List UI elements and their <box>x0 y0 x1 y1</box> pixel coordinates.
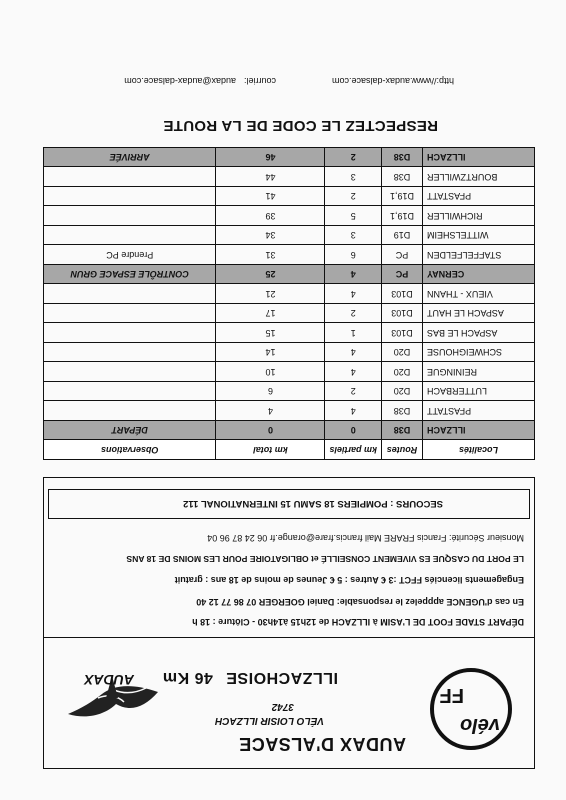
cell-observation <box>44 284 216 304</box>
cell-km-partiel: 0 <box>325 421 382 441</box>
table-row <box>44 265 535 285</box>
cell-km-total: 0 <box>216 421 325 441</box>
table-body <box>44 148 535 441</box>
cell-observation <box>44 343 216 363</box>
cell-observation <box>44 382 216 402</box>
cell-observation: DÉPART <box>44 421 216 441</box>
col-km-partiels: km partiels <box>325 440 382 460</box>
cell-route: D38 <box>382 167 423 187</box>
table-row <box>44 362 535 382</box>
cell-localite: SCHWEIGHOUSE <box>423 343 535 363</box>
cell-localite: PFASTATT <box>423 187 535 207</box>
cell-observation <box>44 401 216 421</box>
cell-localite: WITTELSHEIM <box>423 226 535 246</box>
cell-localite: CERNAY <box>423 265 535 285</box>
cell-localite: LUTTERBACH <box>423 382 535 402</box>
route-distance: 46 Km <box>162 669 213 686</box>
table-row <box>44 187 535 207</box>
cell-observation <box>44 226 216 246</box>
secours-info: SECOURS : POMPIERS 18 SAMU 15 INTERNATIONAL 112 <box>183 498 443 509</box>
col-km-total: km total <box>216 440 325 460</box>
cell-km-partiel: 2 <box>325 382 382 402</box>
cell-localite: STAFFELFELDEN <box>423 245 535 265</box>
casque-info: LE PORT DU CASQUE ES VIVEMENT CONSEILLÉ et OBLIGATOIRE POUR LES MOINS DE 18 ANS <box>126 554 524 564</box>
cell-km-partiel: 4 <box>325 401 382 421</box>
audax-logo-text: AUDAX <box>84 672 134 688</box>
cell-observation <box>44 362 216 382</box>
cell-localite: REININGUE <box>423 362 535 382</box>
cell-km-partiel: 2 <box>325 187 382 207</box>
cell-km-partiel: 3 <box>325 167 382 187</box>
header-box <box>43 637 535 769</box>
club-number: 3742 <box>271 701 294 712</box>
table-row <box>44 148 535 168</box>
cell-localite: PFASTATT <box>423 401 535 421</box>
respect-code-route: RESPECTEZ LE CODE DE LA ROUTE <box>163 117 438 134</box>
cell-km-partiel: 1 <box>325 323 382 343</box>
cell-route: D20 <box>382 382 423 402</box>
cell-route: D19,1 <box>382 187 423 207</box>
ffvelo-logo <box>430 668 512 750</box>
cell-localite: ILLZACH <box>423 148 535 168</box>
cell-km-total: 4 <box>216 401 325 421</box>
col-observations: Observations <box>44 440 216 460</box>
cell-km-total: 17 <box>216 304 325 324</box>
cell-localite: ASPACH LE BAS <box>423 323 535 343</box>
cell-route: PC <box>382 265 423 285</box>
cell-route: D38 <box>382 148 423 168</box>
cell-route: D103 <box>382 304 423 324</box>
cell-localite: RICHWILLER <box>423 206 535 226</box>
logo-velo-text: vélo <box>459 714 500 736</box>
cell-km-partiel: 2 <box>325 304 382 324</box>
table-row <box>44 226 535 246</box>
cell-km-partiel: 4 <box>325 343 382 363</box>
cell-km-partiel: 3 <box>325 226 382 246</box>
table-row <box>44 323 535 343</box>
cell-route: D38 <box>382 421 423 441</box>
cell-observation <box>44 323 216 343</box>
securite-info: Monsieur Sécurité: Francis FRARE Mail francis.frare@orange.fr 06 24 87 96 04 <box>207 533 524 543</box>
cell-localite: VIEUX - THANN <box>423 284 535 304</box>
cell-observation <box>44 206 216 226</box>
table-row <box>44 245 535 265</box>
cell-km-total: 6 <box>216 382 325 402</box>
cell-route: D19,1 <box>382 206 423 226</box>
cell-km-total: 25 <box>216 265 325 285</box>
cell-km-partiel: 6 <box>325 245 382 265</box>
cell-localite: ASPACH LE HAUT <box>423 304 535 324</box>
table-row <box>44 421 535 441</box>
cell-km-partiel: 4 <box>325 284 382 304</box>
cell-observation: ARRIVÉE <box>44 148 216 168</box>
cell-km-partiel: 4 <box>325 362 382 382</box>
cell-km-total: 21 <box>216 284 325 304</box>
route-table <box>43 147 535 460</box>
table-row <box>44 343 535 363</box>
cell-observation <box>44 167 216 187</box>
table-row <box>44 304 535 324</box>
cell-km-partiel: 2 <box>325 148 382 168</box>
route-name: ILLZACHOISE <box>225 669 338 686</box>
table-row <box>44 401 535 421</box>
depart-info: DÉPART STADE FOOT DE L'ASIM à ILLZACH de 12h15 à14h30 - Clôture : 18 h <box>192 617 524 627</box>
cell-localite: ILLZACH <box>423 421 535 441</box>
cell-localite: BOURTZWILLER <box>423 167 535 187</box>
cell-observation <box>44 187 216 207</box>
cell-km-total: 46 <box>216 148 325 168</box>
table-row <box>44 284 535 304</box>
cell-observation: CONTRÔLE ESPACE GRUN <box>44 265 216 285</box>
organization-title: AUDAX D'ALSACE <box>238 734 406 754</box>
urgence-info: En cas d'UGENCE apppelez le responsable: Daniel GOERGER 07 86 77 12 40 <box>196 597 524 607</box>
cell-km-total: 31 <box>216 245 325 265</box>
cell-km-total: 34 <box>216 226 325 246</box>
info-box <box>43 477 535 637</box>
cell-km-total: 15 <box>216 323 325 343</box>
website-link[interactable]: http://www.audax-dalsace.com <box>331 76 454 86</box>
cell-observation <box>44 304 216 324</box>
courriel-label: courriel: <box>243 76 276 86</box>
audax-logo <box>64 663 164 748</box>
table-row <box>44 206 535 226</box>
cell-route: D103 <box>382 284 423 304</box>
cell-km-total: 41 <box>216 187 325 207</box>
cell-route: D38 <box>382 401 423 421</box>
cell-km-partiel: 5 <box>325 206 382 226</box>
col-routes: Routes <box>382 440 423 460</box>
secours-box <box>48 489 530 519</box>
cell-observation: Prendre PC <box>44 245 216 265</box>
engagements-info: Engagements licenciés FFCT :3 € Autres : 5 € Jeunes de moins de 18 ans : gratuit <box>174 575 524 585</box>
cell-route: PC <box>382 245 423 265</box>
table-row <box>44 382 535 402</box>
cell-km-total: 39 <box>216 206 325 226</box>
table-header-row <box>44 440 535 460</box>
cell-km-total: 44 <box>216 167 325 187</box>
col-localites: Localités <box>423 440 535 460</box>
logo-ff-text: FF <box>439 684 464 706</box>
route-title <box>162 668 338 686</box>
table-row <box>44 167 535 187</box>
cell-route: D20 <box>382 362 423 382</box>
club-name: VÉLO LOISIR ILLZACH <box>215 715 324 726</box>
cell-route: D19 <box>382 226 423 246</box>
cell-route: D103 <box>382 323 423 343</box>
cell-route: D20 <box>382 343 423 363</box>
cell-km-total: 10 <box>216 362 325 382</box>
cell-km-partiel: 4 <box>325 265 382 285</box>
email-link[interactable]: audax@audax-dalsace.com <box>124 76 236 86</box>
cell-km-total: 14 <box>216 343 325 363</box>
